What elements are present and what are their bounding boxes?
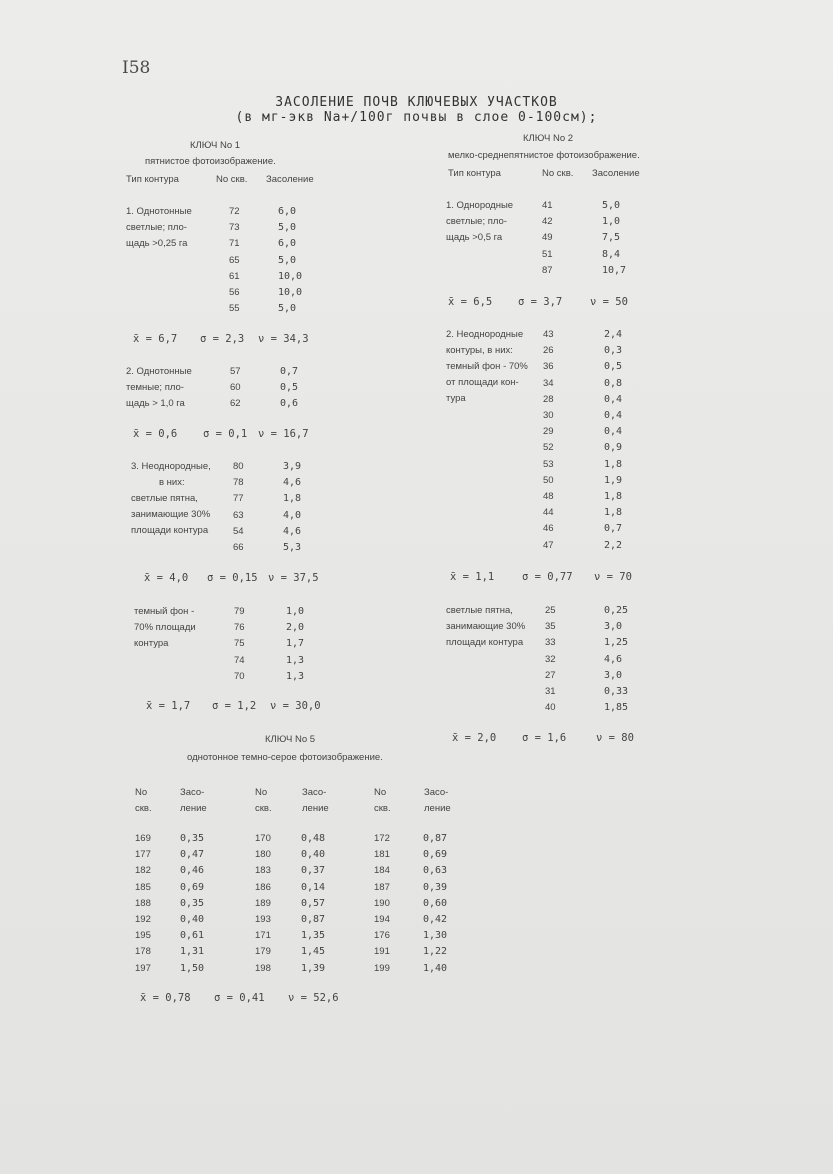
kp2-g2-nums: 43 26 36 34 28 30 29 52 53 50 48 44 46 47 <box>543 329 554 551</box>
kp2-g2-sigma: σ = 0,77 <box>522 571 573 583</box>
kp1-g4-nu: ν = 30,0 <box>270 700 321 712</box>
kp1-g2-nu: ν = 16,7 <box>258 428 309 440</box>
kp1-g2-nums: 57 60 62 <box>230 366 241 410</box>
kp2-g1-nums: 41 42 49 51 87 <box>542 200 553 276</box>
kp5-col1-vals: 0,35 0,47 0,46 0,69 0,35 0,40 0,61 1,31 1,50 <box>180 833 205 974</box>
kp1-g1-nu: ν = 34,3 <box>258 333 309 345</box>
kp1-g3-vals: 3,9 4,6 1,8 4,0 4,6 5,3 <box>283 461 302 554</box>
kp5-col2-nums: 170 180 183 186 189 193 171 179 198 <box>255 833 271 974</box>
kp2-g2-mean: x̄ = 1,1 <box>450 571 495 583</box>
kp1-header-sal: Засоление <box>266 174 314 185</box>
kp2-g3-mean: x̄ = 2,0 <box>452 732 497 744</box>
kp2-header-sal: Засоление <box>592 168 640 179</box>
kp5-col2-vals: 0,48 0,40 0,37 0,14 0,57 0,87 1,35 1,45 1,39 <box>301 833 326 974</box>
kp1-g2-vals: 0,7 0,5 0,6 <box>280 366 299 410</box>
kp5-col3-vals: 0,87 0,69 0,63 0,39 0,60 0,42 1,30 1,22 1,40 <box>423 833 448 974</box>
kp2-g1-sigma: σ = 3,7 <box>518 296 563 308</box>
kp1-g4-mean: x̄ = 1,7 <box>146 700 191 712</box>
kp2-header-type: Тип контура <box>448 168 501 179</box>
kp1-g1-label: 1. Однотонные светлые; пло- щадь >0,25 га <box>126 206 192 249</box>
kp1-g3-nums: 80 78 77 63 54 66 <box>233 461 244 554</box>
kp1-g3-label: 3. Неоднородные, в них: светлые пятна, занимающие 30% площади контура <box>131 461 211 536</box>
kp1-g4-label: темный фон - 70% площади контура <box>134 606 196 649</box>
kp2-g1-vals: 5,0 1,0 7,5 8,4 10,7 <box>602 200 627 276</box>
kp1-g1-sigma: σ = 2,3 <box>200 333 245 345</box>
kp5-col1-header-sal: Засо- ление <box>180 787 207 815</box>
kp5-col2-header-sal: Засо- ление <box>302 787 329 815</box>
kp1-subtitle: пятнистое фотоизображение. <box>145 156 276 167</box>
kp1-g4-nums: 79 76 75 74 70 <box>234 606 245 682</box>
kp2-g1-label: 1. Однородные светлые; пло- щадь >0,5 га <box>446 200 514 243</box>
kp5-col3-header-num: No скв. <box>374 787 391 815</box>
kp1-g2-mean: x̄ = 0,6 <box>133 428 178 440</box>
kp1-header-type: Тип контура <box>126 174 179 185</box>
kp2-g1-nu: ν = 50 <box>590 296 628 308</box>
table-subtitle: (в мг-экв Na+/100г почвы в слое 0-100см); <box>235 110 598 125</box>
kp5-subtitle: однотонное темно-серое фотоизображение. <box>187 752 383 763</box>
kp2-g3-nu: ν = 80 <box>596 732 634 744</box>
kp1-g3-nu: ν = 37,5 <box>268 572 319 584</box>
kp5-col1-nums: 169 177 182 185 188 192 195 178 197 <box>135 833 151 974</box>
kp1-header-num: No скв. <box>216 174 248 185</box>
kp5-mean: x̄ = 0,78 <box>140 992 191 1004</box>
kp1-g1-vals: 6,0 5,0 6,0 5,0 10,0 10,0 5,0 <box>278 206 303 315</box>
kp1-g3-mean: x̄ = 4,0 <box>144 572 189 584</box>
kp2-g3-label: светлые пятна, занимающие 30% площади контура <box>446 605 526 648</box>
kp1-title: КЛЮЧ No 1 <box>190 140 241 151</box>
kp5-col3-header-sal: Засо- ление <box>424 787 451 815</box>
kp1-g2-sigma: σ = 0,1 <box>203 428 248 440</box>
kp1-g2-label: 2. Однотонные темные; пло- щадь > 1,0 га <box>126 366 192 409</box>
kp1-g4-sigma: σ = 1,2 <box>212 700 257 712</box>
kp2-g3-sigma: σ = 1,6 <box>522 732 567 744</box>
kp2-g1-mean: x̄ = 6,5 <box>448 296 493 308</box>
kp1-g3-sigma: σ = 0,15 <box>207 572 258 584</box>
kp1-g1-nums: 72 73 71 65 61 56 55 <box>229 206 240 315</box>
kp1-g4-vals: 1,0 2,0 1,7 1,3 1,3 <box>286 606 305 682</box>
kp2-g2-label: 2. Неоднородные контуры, в них: темный фон - 70% от площади кон- тура <box>446 329 528 404</box>
kp5-nu: ν = 52,6 <box>288 992 339 1004</box>
page-number: I58 <box>122 58 151 78</box>
kp2-g3-nums: 25 35 33 32 27 31 40 <box>545 605 556 714</box>
kp2-header-num: No скв. <box>542 168 574 179</box>
kp2-g3-vals: 0,25 3,0 1,25 4,6 3,0 0,33 1,85 <box>604 605 629 714</box>
kp5-col1-header-num: No скв. <box>135 787 152 815</box>
kp5-sigma: σ = 0,41 <box>214 992 265 1004</box>
kp2-subtitle: мелко-среднепятнистое фотоизображение. <box>448 150 640 161</box>
kp5-col3-nums: 172 181 184 187 190 194 176 191 199 <box>374 833 390 974</box>
kp5-col2-header-num: No скв. <box>255 787 272 815</box>
table-title: ЗАСОЛЕНИЕ ПОЧВ КЛЮЧЕВЫХ УЧАСТКОВ <box>275 95 558 110</box>
kp5-title: КЛЮЧ No 5 <box>265 734 316 745</box>
kp2-g2-vals: 2,4 0,3 0,5 0,8 0,4 0,4 0,4 0,9 1,8 1,9 1,8 1,8 0,7 2,2 <box>604 329 623 551</box>
kp2-title: КЛЮЧ No 2 <box>523 133 574 144</box>
kp1-g1-mean: x̄ = 6,7 <box>133 333 178 345</box>
kp2-g2-nu: ν = 70 <box>594 571 632 583</box>
